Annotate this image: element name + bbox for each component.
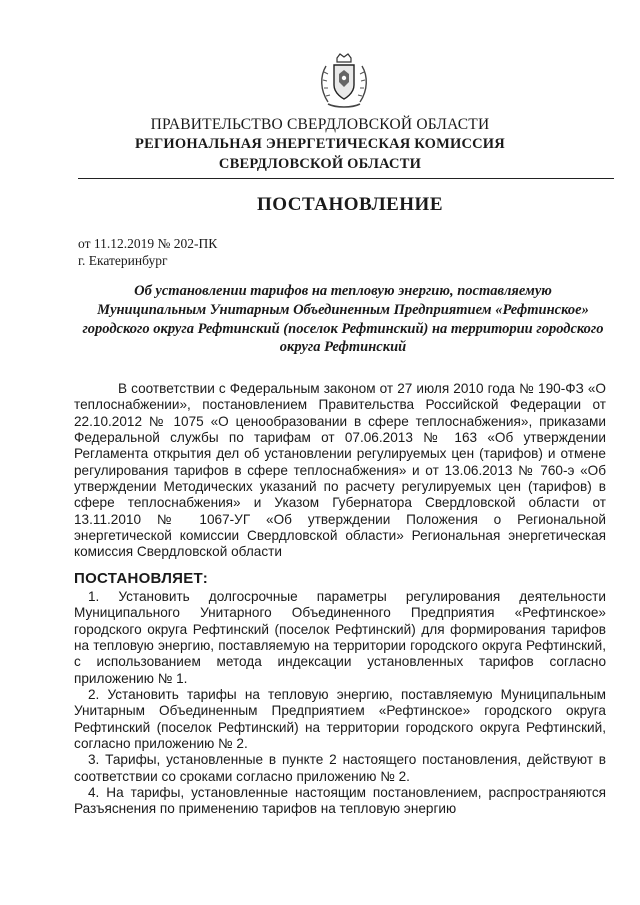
resolution-item: 3. Тарифы, установленные в пункте 2 настоящего постановления, действуют в соответствии со сроками согласно приложению № 2. (74, 752, 606, 784)
header-divider (78, 178, 614, 179)
document-date-number: от 11.12.2019 № 202-ПК (78, 236, 218, 251)
government-name: ПРАВИТЕЛЬСТВО СВЕРДЛОВСКОЙ ОБЛАСТИ (150, 116, 490, 133)
resolution-item: 4. На тарифы, установленные настоящим постановлением, распространяются Разъяснения по применению тарифов на тепловую энергию (74, 785, 606, 817)
document-title: ПОСТАНОВЛЕНИЕ (256, 194, 444, 215)
document-city: г. Екатеринбург (78, 253, 168, 268)
resolves-heading: ПОСТАНОВЛЯЕТ: (74, 570, 209, 587)
preamble-text: В соответствии с Федеральным законом от 27 июля 2010 года № 190-ФЗ «О теплоснабжении», постановлением Правительства Российской Федерации от 22.10.2012 № 1075 «О ценообразовании в сфере теплоснабжения», приказами Федеральной службы по тарифам от 07.06.2013 № 163 «Об утверждении Регламента открытия дел об установлении регулируемых цен (тарифов) и отмене регулирования тарифов в сфере теплоснабжения» и от 13.06.2013 № 760-э «Об утверждении Методических указаний по расчету регулируемых цен (тарифов) в сфере теплоснабжения» и Указом Губернатора Свердловской области от 13.11.2010 № 1067-УГ «Об утверждении Положения о Региональной энергетической комиссии Свердловской области» Региональная энергетическая комиссия Свердловской области (74, 381, 606, 560)
resolution-items (74, 589, 606, 818)
document-subject: Об установлении тарифов на тепловую энергию, поставляемую Муниципальным Унитарным Объединенным Предприятием «Рефтинское» городского округа Рефтинский (поселок Рефтинский) на территории городского округа Рефтинский (82, 283, 604, 356)
coat-of-arms-icon (318, 52, 370, 112)
commission-name-line1: РЕГИОНАЛЬНАЯ ЭНЕРГЕТИЧЕСКАЯ КОМИССИЯ (135, 136, 505, 152)
preamble (74, 381, 606, 561)
resolution-item: 1. Установить долгосрочные параметры регулирования деятельности Муниципального Унитарного Объединенного Предприятия «Рефтинское» городского округа Рефтинский (поселок Рефтинский) для формирования тарифов на тепловую энергию, поставляемую на территории городского округа Рефтинский, с использованием метода индексации установленных тарифов согласно приложению № 1. (74, 589, 606, 686)
commission-name-line2: СВЕРДЛОВСКОЙ ОБЛАСТИ (218, 156, 422, 172)
resolution-item: 2. Установить тарифы на тепловую энергию, поставляемую Муниципальным Унитарным Объединенным Предприятием «Рефтинское» городского округа Рефтинский (поселок Рефтинский) на территории городского округа Рефтинский, согласно приложению № 2. (74, 687, 606, 752)
